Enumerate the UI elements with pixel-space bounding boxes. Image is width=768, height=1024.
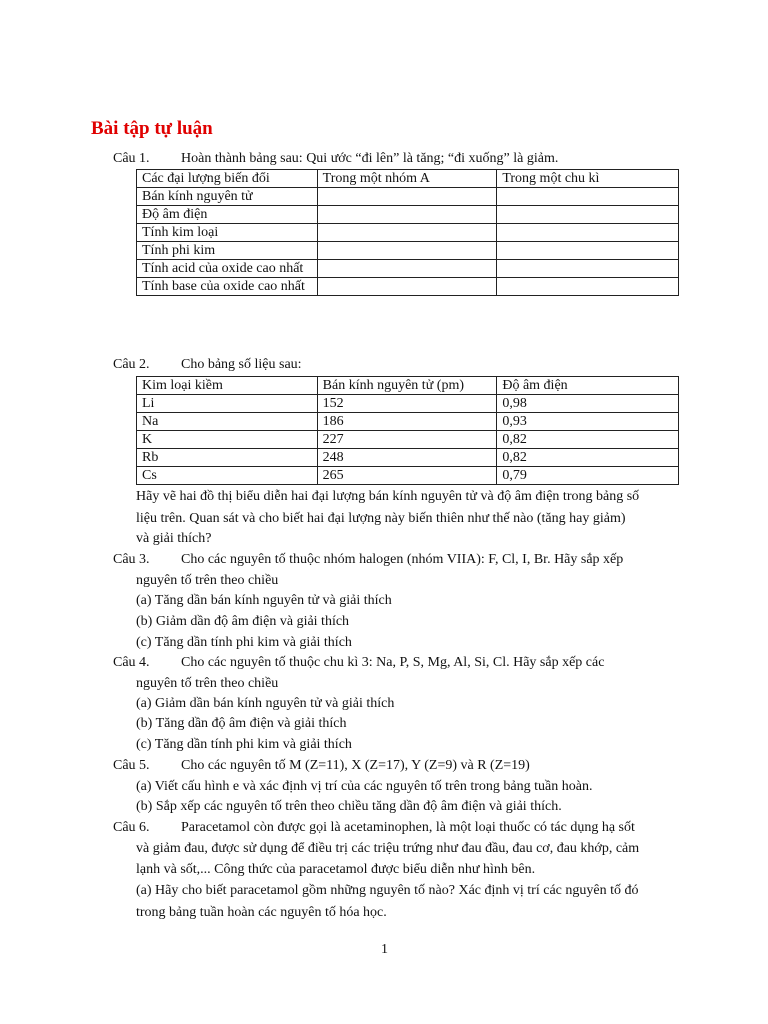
table-cell-empty	[317, 188, 497, 206]
table-row	[137, 413, 679, 431]
q2-instruction-line: Hãy vẽ hai đồ thị biểu diễn hai đại lượng bán kính nguyên tử và độ âm điện trong bảng số	[136, 489, 640, 504]
q5-label: Câu 5.	[113, 758, 150, 773]
table-cell-empty	[497, 278, 679, 296]
table-cell: Li	[137, 395, 318, 413]
table-header-cell: Trong một nhóm A	[317, 170, 497, 188]
table-row	[137, 188, 679, 206]
table-cell: 227	[317, 431, 497, 449]
table-row	[137, 395, 679, 413]
table-cell: 0,79	[497, 467, 679, 485]
table-cell: 0,82	[497, 431, 679, 449]
table-cell-empty	[497, 224, 679, 242]
table-cell-empty	[317, 224, 497, 242]
table-cell: Rb	[137, 449, 318, 467]
table-header-cell: Trong một chu kì	[497, 170, 679, 188]
q1-label: Câu 1.	[113, 151, 150, 166]
q1-text: Hoàn thành bảng sau: Qui ước “đi lên” là tăng; “đi xuống” là giảm.	[181, 151, 559, 166]
table-row	[137, 431, 679, 449]
table-cell: Tính acid của oxide cao nhất	[137, 260, 318, 278]
q2-table	[136, 376, 679, 485]
table-cell: 265	[317, 467, 497, 485]
q6-label: Câu 6.	[113, 820, 150, 835]
table-cell-empty	[317, 206, 497, 224]
table-row	[137, 449, 679, 467]
q6-line: và giảm đau, được sử dụng để điều trị các triệu trứng như đau đầu, đau cơ, đau khớp, cảm	[136, 841, 640, 856]
table-row	[137, 467, 679, 485]
table-row	[137, 278, 679, 296]
q2-instruction-line: và giải thích?	[136, 531, 212, 546]
q4-text: Cho các nguyên tố thuộc chu kì 3: Na, P, S, Mg, Al, Si, Cl. Hãy sắp xếp các	[181, 655, 605, 670]
table-cell-empty	[497, 260, 679, 278]
table-cell-empty	[497, 188, 679, 206]
table-cell: 0,98	[497, 395, 679, 413]
q4-label: Câu 4.	[113, 655, 150, 670]
table-cell: 186	[317, 413, 497, 431]
table-cell: Độ âm điện	[137, 206, 318, 224]
table-header-cell: Kim loại kiềm	[137, 377, 318, 395]
q6-text: Paracetamol còn được gọi là acetaminophen, là một loại thuốc có tác dụng hạ sốt	[181, 820, 635, 835]
q3-label: Câu 3.	[113, 552, 150, 567]
q6-line: (a) Hãy cho biết paracetamol gồm những nguyên tố nào? Xác định vị trí các nguyên tố đó	[136, 883, 639, 898]
q3-item-a: (a) Tăng dần bán kính nguyên tử và giải thích	[136, 593, 392, 608]
table-cell: 0,93	[497, 413, 679, 431]
table-cell: 152	[317, 395, 497, 413]
q2-label: Câu 2.	[113, 357, 150, 372]
table-cell-empty	[317, 242, 497, 260]
table-cell: Tính kim loại	[137, 224, 318, 242]
table-cell-empty	[317, 260, 497, 278]
page-number: 1	[381, 942, 388, 957]
table-cell: 0,82	[497, 449, 679, 467]
q4-item-a: (a) Giảm dần bán kính nguyên tử và giải thích	[136, 696, 395, 711]
q2-text: Cho bảng số liệu sau:	[181, 357, 302, 372]
table-cell: Cs	[137, 467, 318, 485]
table-header-row	[137, 170, 679, 188]
table-cell-empty	[497, 206, 679, 224]
table-cell-empty	[317, 278, 497, 296]
table-cell: Bán kính nguyên tử	[137, 188, 318, 206]
table-row	[137, 260, 679, 278]
q3-text: Cho các nguyên tố thuộc nhóm halogen (nhóm VIIA): F, Cl, I, Br. Hãy sắp xếp	[181, 552, 624, 567]
q5-item-a: (a) Viết cấu hình e và xác định vị trí của các nguyên tố trên trong bảng tuần hoàn.	[136, 779, 593, 794]
table-row	[137, 206, 679, 224]
q3-continuation: nguyên tố trên theo chiều	[136, 573, 279, 588]
table-header-cell: Độ âm điện	[497, 377, 679, 395]
q2-instruction-line: liệu trên. Quan sát và cho biết hai đại lượng này biến thiên như thế nào (tăng hay giảm)	[136, 511, 626, 526]
q4-continuation: nguyên tố trên theo chiều	[136, 676, 279, 691]
q5-text: Cho các nguyên tố M (Z=11), X (Z=17), Y (Z=9) và R (Z=19)	[181, 758, 530, 773]
table-row	[137, 224, 679, 242]
q4-item-c: (c) Tăng dần tính phi kim và giải thích	[136, 737, 352, 752]
q3-item-c: (c) Tăng dần tính phi kim và giải thích	[136, 635, 352, 650]
section-title: Bài tập tự luận	[91, 118, 213, 139]
table-cell: Tính base của oxide cao nhất	[137, 278, 318, 296]
table-header-row	[137, 377, 679, 395]
table-header-cell: Các đại lượng biến đổi	[137, 170, 318, 188]
table-row	[137, 242, 679, 260]
table-header-cell: Bán kính nguyên tử (pm)	[317, 377, 497, 395]
q3-item-b: (b) Giảm dần độ âm điện và giải thích	[136, 614, 350, 629]
q6-line: lạnh và sốt,... Công thức của paracetamol được biểu diễn như hình bên.	[136, 862, 536, 877]
q4-item-b: (b) Tăng dần độ âm điện và giải thích	[136, 716, 347, 731]
table-cell: K	[137, 431, 318, 449]
q5-item-b: (b) Sắp xếp các nguyên tố trên theo chiều tăng dần độ âm điện và giải thích.	[136, 799, 562, 814]
table-cell-empty	[497, 242, 679, 260]
table-cell: Tính phi kim	[137, 242, 318, 260]
table-cell: 248	[317, 449, 497, 467]
q1-table	[136, 169, 679, 296]
q6-line: trong bảng tuần hoàn các nguyên tố hóa học.	[136, 905, 387, 920]
table-cell: Na	[137, 413, 318, 431]
